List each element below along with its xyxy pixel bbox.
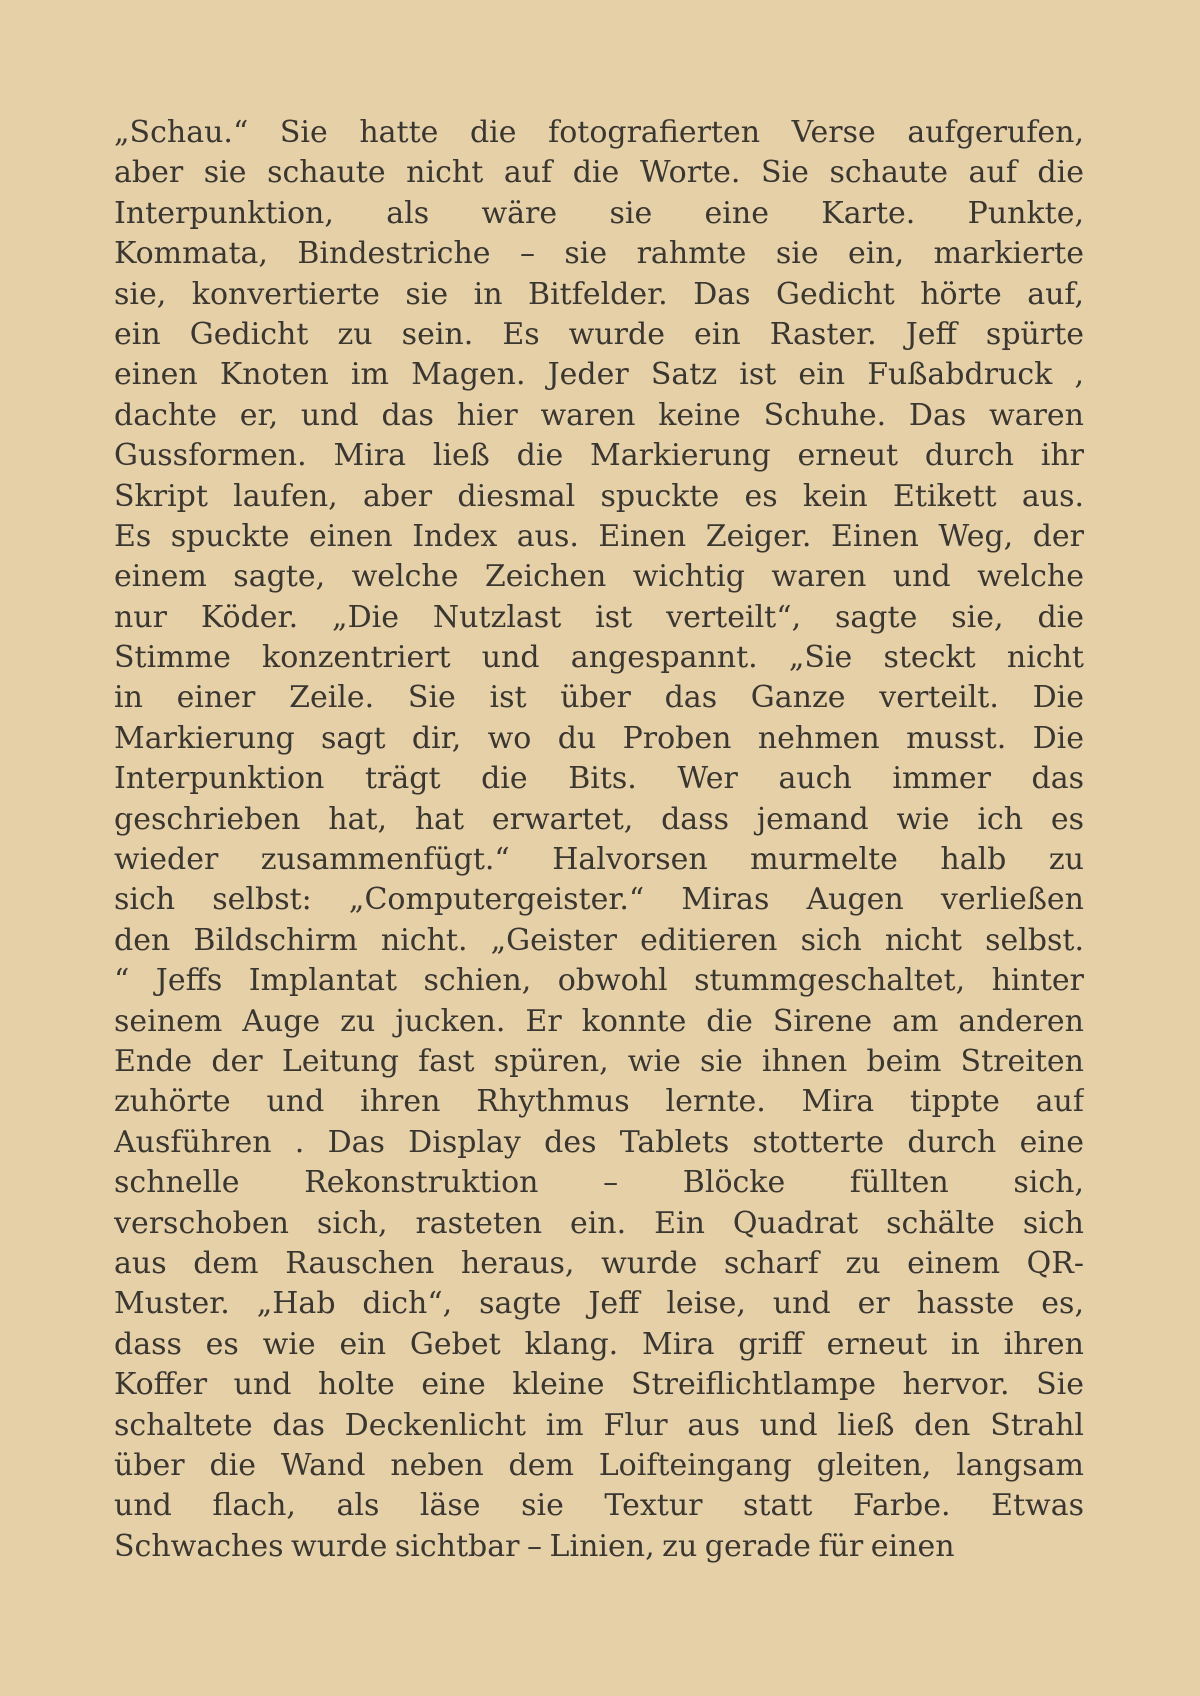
text-line: einen Knoten im Magen. Jeder Satz ist ein Fußabdruck , (114, 357, 1084, 393)
book-page-text (114, 113, 1084, 1567)
text-line: dass es wie ein Gebet klang. Mira griff erneut in ihren (114, 1326, 1084, 1362)
text-line: Skript laufen, aber diesmal spuckte es kein Etikett aus. (114, 478, 1084, 514)
text-line: über die Wand neben dem Loifteingang gleiten, langsam (114, 1447, 1084, 1483)
text-line: Interpunktion, als wäre sie eine Karte. Punkte, (114, 195, 1084, 231)
text-line: Muster. „Hab dich“, sagte Jeff leise, und er hasste es, (114, 1286, 1084, 1322)
text-line: Schwaches wurde sichtbar – Linien, zu gerade für einen (114, 1528, 955, 1564)
text-line: einem sagte, welche Zeichen wichtig waren und welche (114, 559, 1084, 595)
text-line: ein Gedicht zu sein. Es wurde ein Raster. Jeff spürte (114, 316, 1084, 352)
text-line: Es spuckte einen Index aus. Einen Zeiger. Einen Weg, der (114, 518, 1084, 554)
text-line: nur Köder. „Die Nutzlast ist verteilt“, sagte sie, die (114, 599, 1084, 635)
text-line: “ Jeffs Implantat schien, obwohl stummgeschaltet, hinter (114, 963, 1084, 999)
text-line: schnelle Rekonstruktion – Blöcke füllten sich, (114, 1165, 1084, 1201)
text-line: seinem Auge zu jucken. Er konnte die Sirene am anderen (114, 1003, 1084, 1039)
text-line: Markierung sagt dir, wo du Proben nehmen musst. Die (114, 720, 1084, 756)
text-line: geschrieben hat, hat erwartet, dass jemand wie ich es (114, 801, 1084, 837)
text-line: Ende der Leitung fast spüren, wie sie ihnen beim Streiten (114, 1043, 1084, 1079)
text-line: „Schau.“ Sie hatte die fotografierten Verse aufgerufen, (114, 115, 1084, 150)
text-line: den Bildschirm nicht. „Geister editieren sich nicht selbst. (114, 922, 1084, 958)
text-line: wieder zusammenfügt.“ Halvorsen murmelte halb zu (114, 842, 1084, 878)
text-line: und flach, als läse sie Textur statt Farbe. Etwas (114, 1488, 1084, 1524)
text-line: Interpunktion trägt die Bits. Wer auch immer das (114, 761, 1084, 797)
text-line: sich selbst: „Computergeister.“ Miras Augen verließen (114, 882, 1084, 918)
text-line: dachte er, und das hier waren keine Schuhe. Das waren (114, 397, 1084, 433)
text-line: aus dem Rauschen heraus, wurde scharf zu einem QR- (114, 1245, 1084, 1281)
text-line: zuhörte und ihren Rhythmus lernte. Mira tippte auf (114, 1084, 1084, 1120)
text-line: Kommata, Bindestriche – sie rahmte sie ein, markierte (114, 236, 1084, 272)
text-line: Gussformen. Mira ließ die Markierung erneut durch ihr (114, 438, 1084, 474)
text-line: in einer Zeile. Sie ist über das Ganze verteilt. Die (114, 680, 1084, 716)
text-line: Koffer und holte eine kleine Streiflichtlampe hervor. Sie (114, 1367, 1084, 1403)
text-line: Stimme konzentriert und angespannt. „Sie steckt nicht (114, 640, 1084, 676)
text-line: sie, konvertierte sie in Bitfelder. Das Gedicht hörte auf, (114, 276, 1084, 312)
text-line: schaltete das Deckenlicht im Flur aus und ließ den Strahl (114, 1407, 1084, 1443)
text-line: aber sie schaute nicht auf die Worte. Sie schaute auf die (114, 155, 1084, 191)
text-line: Ausführen . Das Display des Tablets stotterte durch eine (114, 1124, 1084, 1160)
text-line: verschoben sich, rasteten ein. Ein Quadrat schälte sich (114, 1205, 1084, 1241)
